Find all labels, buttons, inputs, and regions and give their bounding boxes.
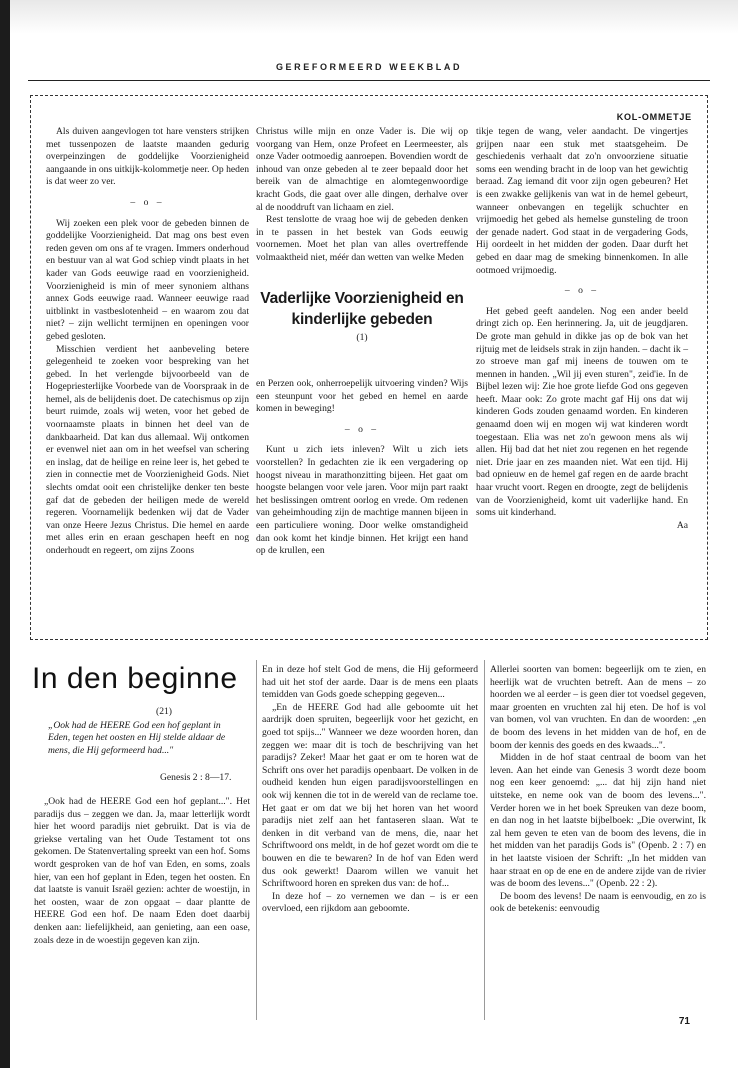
kol-paragraph: Christus wille mijn en onze Vader is. Die wij op voorgang van Hem, onze Profeet en Leermeester, als onze Vader ootmoedig aanroepen. Bovendien wordt de inhoud van onze gebeden al te zeer bepaald door het bereik van de almachtige en alomtegenwoordige kracht Gods, die gaat over alle dingen, derhalve over al de nooddruft van lichaam en ziel.: [256, 126, 468, 213]
kol-paragraph: Als duiven aangevlogen tot hare vensters strijken met tussenpozen de laatste maanden gedurig overpeinzingen de goddelijke Voorzienigheid aangaande in ons uitkijk-kolommetje neer. Op heden is dat weer zo ver.: [46, 126, 249, 188]
article-column-3: [490, 664, 706, 916]
article-epigraph: „Ook had de HEERE God een hof geplant in Eden, tegen het oosten en Hij stelde aldaar de mens, die Hij geformeerd had...": [48, 720, 226, 756]
kol-paragraph: Wij zoeken een plek voor de gebeden binnen de goddelijke Voorzienigheid. Dat mag ons best even reden geven om ons af te vragen. Immers onderhoud en bestuur van al wat God schiep vindt plaats in het kader van Gods eeuwige raad en voorzienigheid. Voorzienigheid is min of meer synoniem althans annex Gods eeuwige raad. Wanneer eeuwige raad uitblinkt in vastbeslotenheid – en waarom zou dat niet? – zijn wellicht termijnen en openingen voor gebed gesloten.: [46, 217, 249, 342]
section-separator: – o –: [130, 196, 165, 208]
article-paragraph: En in deze hof stelt God de mens, die Hij geformeerd had uit het stof der aarde. Daar is de mens een plaats temidden van Gods goede schepping gegeven...: [262, 664, 478, 701]
column-rule: [256, 660, 257, 1020]
kol-paragraph: Het gebed geeft aandelen. Nog een ander beeld dringt zich op. Een herinnering. Ja, uit de jeugdjaren. De grote man gehuld in dikke jas op de bok van het rijtuig met de leidsels strak in zijn handen. – dacht ik – zo stroeve man gaf mij ineens de touwen om te mennen in handen. „Wil jij even sturen", zeid'ie. In de Bijbel lezen wij: Zie hoe grote liefde God ons gegeven heeft. Maar ook: Zo grote macht gaf Hij ons dat wij kinderen Gods zouden genaamd worden. En kinderen genaamd doen wij en mogen wij wat kinderen wordt toegestaan. Elia was net zo'n gewoon mens als wij allen. Hij bad dat het niet zou regenen en het regende niet. Drie jaar en zes maanden niet. Wat een tijd. Hij bad opnieuw en de hemel gaf regen en de aarde bracht haar vrucht voort. Regen en droogte, zegt de belijdenis van de Voorzienigheid, komt uit vaderlijke hand. En soms uit kinderhand.: [476, 305, 688, 519]
scan-edge-left: [0, 0, 10, 1068]
kol-article-number: (1): [356, 332, 368, 343]
kol-column-1: [46, 126, 249, 558]
kol-column-3: [476, 126, 688, 532]
article-paragraph: „Ook had de HEERE God een hof geplant...". Het paradijs dus – zeggen we dan. Ja, maar letterlijk wordt hier het woord paradijs niet gebruikt. Dat is via de griekse vertaling van het Oude Testament tot ons gekomen. De Statenvertaling spreekt van een hof. Soms wordt gesproken van de hof van Eden, en soms, zoals hier, van een hof geplant in Eden, tegen het oosten. En dat laatste is vanuit Israël gezien: achter de woestijn, in het oosten, waar de zon opgaat – daar plantte de HEERE God een hof. De naam Eden doet daarbij denken aan: liefelijkheid, aan genieting, aan een oase, zoals deze in de woestijn gegeven kan zijn.: [34, 796, 250, 946]
kol-paragraph: tikje tegen de wang, veler aandacht. De vingertjes grijpen naar een stuk met staatsgeheim. De geschiedenis verhaalt dat zo'n onvoorziene situatie soms een wending bracht in de loop van het gewichtig beraad. Zag iemand dit voor zijn ogen gebeuren? Het is een zwakke gelijkenis van wat in de hemel gebeurt, wanneer onbevangen en tegelijk schuchter en vrijmoedig het gebed als hemelse gunsteling de troon der genade nadert. God staat in de vergadering Gods, Hij oordeelt in het midden der goden. Daar durft het gebed en daar mag de smeking binnenkomen. In alle ootmoed vrijmoedig.: [476, 126, 688, 276]
scan-edge-top: [10, 0, 738, 34]
article-paragraph: Midden in de hof staat centraal de boom van het leven. Aan het einde van Genesis 3 wordt deze boom nog een keer genoemd: „... dat hij zijn hand niet uitsteke, en neme ook van de boom des levens...". Verder horen we in het boek Spreuken van deze boom, en dan nog in het laatste bijbelboek: „Die overwint, Ik zal hem geven te eten van de boom des levens, die in het midden van het paradijs Gods is" (Openb. 2 : 7) en in het laatste visioen der Schrift: „In het midden van haar straat en op de ene en de andere zijde van de rivier was de boom des levens..." (Openb. 22 : 2).: [490, 752, 706, 890]
kol-column-2-top: [256, 126, 468, 265]
article-paragraph: „En de HEERE God had alle geboomte uit het aardrijk doen spruiten, begeerlijk voor het gezicht, en goed tot spijs..." Wanneer we deze woorden horen, dan zeggen we: maar dit is toch de beschrijving van het paradijs? Zeker! Maar het gaat er om te horen wat de Schrift ons over het paradijs openbaart. De volken in de oudheid kenden hun eigen paradijsvoorstellingen en ook wij kennen die tot in de wereld van de reclame toe. Het gaat er om dat we bij het horen van het woord paradijs niet zelf aan het fantaseren slaan. Wat te denken in dit verband van de mens, die, naar het Schriftwoord ons meldt, in de hof gezet wordt om die te bouwen en die te bewaren? In de hof van Eden werd dus ook gewerkt! Daarom willen we vanuit het Schriftwoord horen en spreken dus van: de hof...: [262, 701, 478, 890]
kol-paragraph: Kunt u zich iets inleven? Wilt u zich iets voorstellen? In gedachten zie ik een vergadering op hoogst niveau in marathonzitting bijeen. Het gaat om hoogste belangen voor vele jaren. Voor mijn part raakt het beslissingen omtrent oorlog en vrede. Om redenen van geheimhouding zijn de machtige mannen bijeen in een particuliere woning. Door welke omstandigheid dan ook komt het kindje binnen. Het krijgt een hand op de krullen, een: [256, 444, 468, 557]
header-rule: [28, 80, 710, 81]
section-separator: – o –: [564, 285, 600, 297]
kol-paragraph: Rest tenslotte de vraag hoe wij de gebeden denken in te passen in het bestek van Gods eeuwig voornemen. Moet het plan van alles overtreffende volmaaktheid niet, méér dan wetten van welke Meden: [256, 214, 468, 263]
section-separator: – o –: [344, 423, 380, 435]
article-paragraph: De boom des levens! De naam is eenvoudig, en zo is ook de betekenis: eenvoudig: [490, 890, 706, 915]
column-label: KOL-OMMETJE: [616, 112, 692, 122]
article-title: In den beginne: [32, 662, 238, 695]
kol-paragraph: en Perzen ook, onherroepelijk uitvoering vinden? Wijs een steunpunt voor het gebed en hemel en aarde komen in beweging!: [256, 378, 468, 415]
author-signature: Aa: [676, 519, 688, 531]
epigraph-reference: Genesis 2 : 8—17.: [160, 772, 232, 783]
article-paragraph: In deze hof – zo vernemen we dan – is er een overvloed, een rijkdom aan geboomte.: [262, 890, 478, 915]
article-number: (21): [156, 706, 172, 717]
column-rule: [484, 660, 485, 1020]
kol-paragraph: Misschien verdient het aanbeveling betere gelegenheid te zoeken voor bespreking van het gebed. In het verlengde bijvoorbeeld van de Hogepriesterlijke Voorbede van de Voorspraak in de hemel, als de belijdenis doet. De catechismus op zijn beurt ruimde, zoals wij weten, voor het gebed de voornaamste plaats in binnen het deel van de dankbaarheid. Dat kan dus allemaal. Wij ontkomen er evenwel niet aan om in het weefsel van schering en inslag, dat de heilige en reine leer is, het gebed te zien in connectie met de Voorzienigheid Gods. Niet slechts omdat ooit een christelijke denker ten beste gaf dat de gebeden der heiligen mede de wereld regeren. Voornamelijk bedenken wij dat de Vader van onze Heere Jezus Christus. Die hemel en aarde met alles erin en eraan geschapen heeft en nog onderhoudt en regeert, om zijns Zoons: [46, 343, 250, 556]
article-column-1: [34, 796, 250, 947]
running-header: GEREFORMEERD WEEKBLAD: [275, 62, 463, 72]
page-number: 71: [678, 1016, 690, 1027]
kol-column-2-bottom: [256, 378, 468, 558]
article-column-2: [262, 664, 478, 916]
kol-article-title: Vaderlijke Voorzienigheid en kinderlijke gebeden: [260, 290, 464, 328]
article-paragraph: Allerlei soorten van bomen: begeerlijk om te zien, en heerlijk wat de vruchten betreft. Aan de mens – zo hoorden we al eerder – is geen dier tot voedsel gegeven, maar groenten en vruchten zal hij eten. De hof is vol van bomen, vol van vruchten. En dan de woorden: „en de boom des levens in het midden van de hof, en de boom der kennis des goeds en des kwaads...".: [490, 664, 706, 751]
